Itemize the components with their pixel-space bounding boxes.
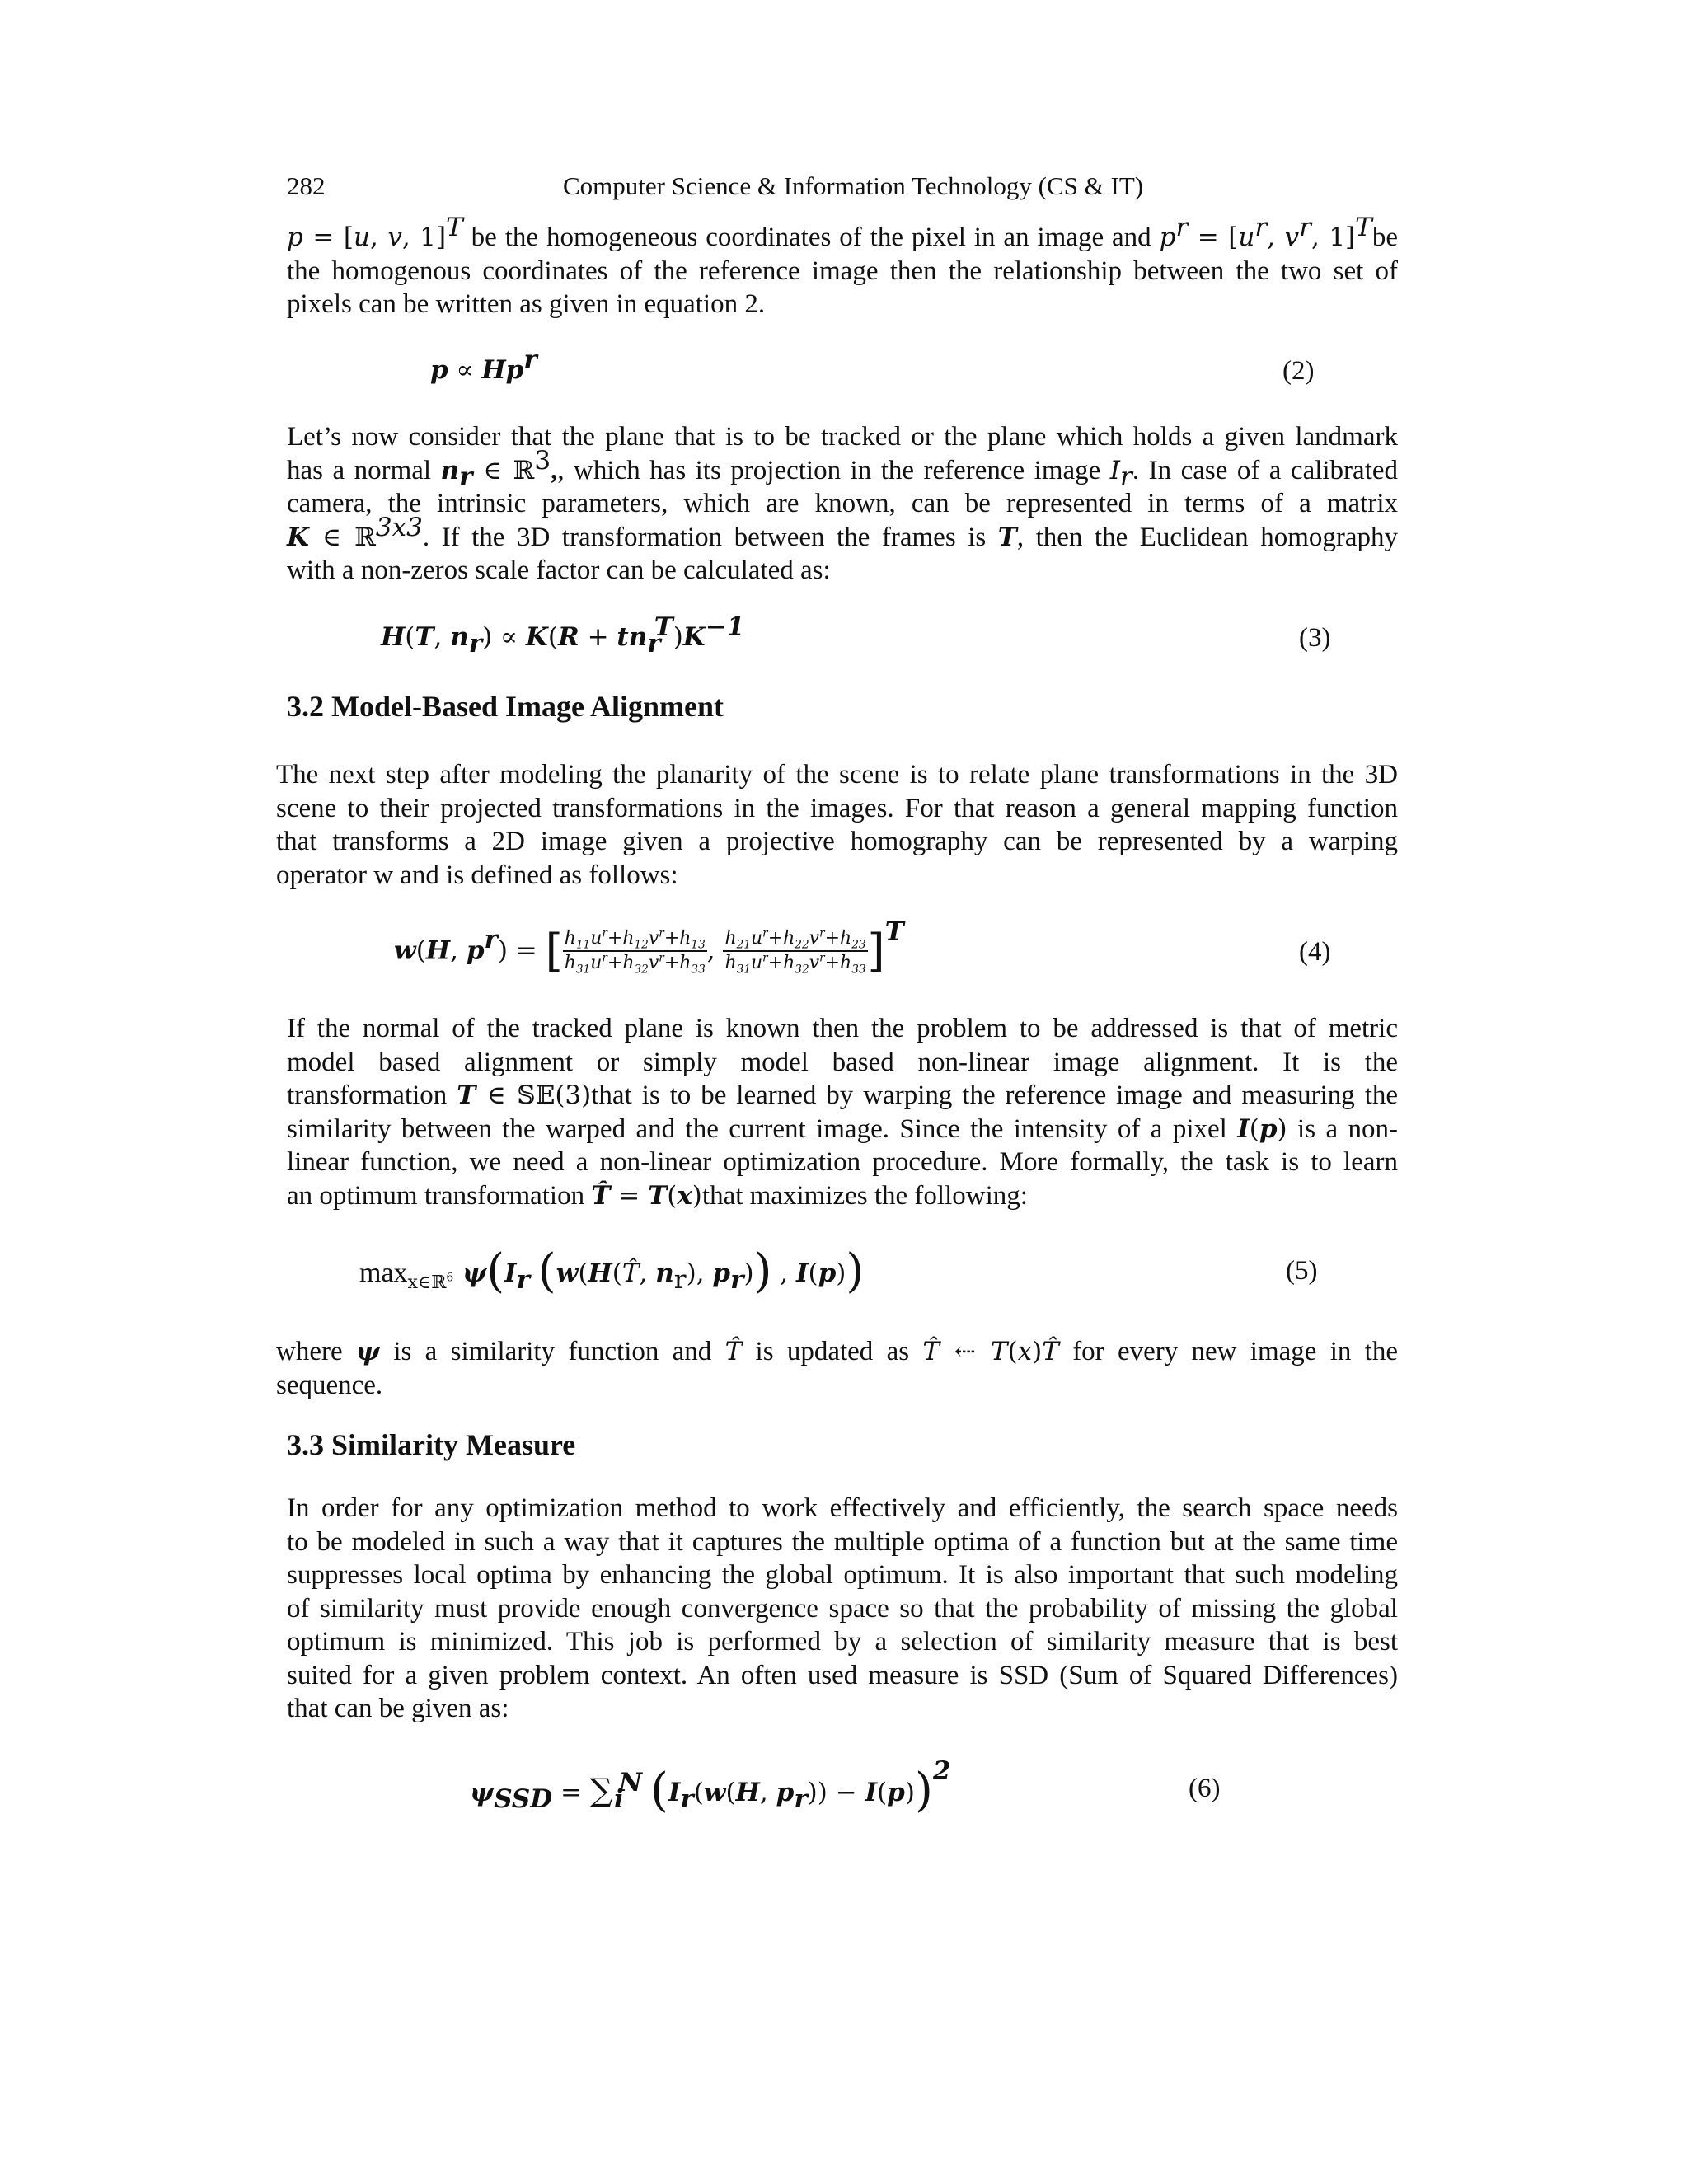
section-heading-3-2: 3.2 Model-Based Image Alignment [287,690,724,723]
paragraph-6-line-2: to be modeled in such a way that it captures the multiple optima of a function but at the same time [287,1526,1398,1557]
paragraph-3-line-2: scene to their projected transformations in the images. For that reason a general mapping function [276,793,1398,823]
paragraph-6-line-6: suited for a given problem context. An often used measure is SSD (Sum of Squared Differences) [287,1660,1398,1690]
paragraph-1-line-1: p = [u, v, 1]$^T$ be the homogeneous coordinates of the pixel in an image and $p^r = [u^r$, $v^r$, 1]$^T$be [287,213,1398,252]
equation-4: w(H, $p^r$) = [ $\frac{h_{11}u^r+h_{12}v^r+h_{13}}{h_{31}u^r+h_{32}v^r+h_{33}}$ , $\frac{h_{21}u^r+h_{22}v^r+h_{23}}{h_{31}u^r+h_{32}v^r+h_{33}}$ ]$^T$ [394,916,904,977]
fraction-u: $\frac{h_{11}u^r+h_{12}v^r+h_{13}}{h_{31}u^r+h_{32}v^r+h_{33}}$ [564,926,706,976]
paragraph-4 [287,1012,1398,1212]
paragraph-4-line-5: linear function, we need a non-linear optimization procedure. More formally, the task is to learn [287,1147,1398,1177]
paragraph-6 [287,1492,1398,1726]
paragraph-3-line-3: that transforms a 2D image given a projective homography can be represented by a warping [276,827,1398,856]
paragraph-3 [276,758,1398,892]
paragraph-3-line-1: The next step after modeling the planarity of the scene is to relate plane transformations in the 3D [276,760,1398,790]
equation-3: H(T, $n_r) \propto K(R + tn_r^T)K^{-1}$ [381,612,745,658]
equation-5-number: (5) [1286,1256,1318,1286]
equation-6: $\psi_{SSD} = \sum_i^N$ ($I_r(w(H$, $p_r)) - I(p))^2$ [470,1756,951,1817]
paragraph-4-line-3: transformation T ∈ 𝕊𝔼(3)that is to be learned by warping the reference image and measuring the [287,1080,1399,1110]
equation-3-number: (3) [1299,623,1331,653]
paragraph-2 [287,420,1398,588]
paragraph-6-line-3: suppresses local optima by enhancing the global optimum. It is also important that such modeling [287,1560,1398,1590]
paragraph-2-line-3: camera, the intrinsic parameters, which are known, can be represented in terms of a matrix [287,489,1398,518]
fraction-v: $\frac{h_{21}u^r+h_{22}v^r+h_{23}}{h_{31}u^r+h_{32}v^r+h_{33}}$ [724,926,866,976]
paragraph-2-line-1: Let’s now consider that the plane that is to be tracked or the plane which holds a given landmark [287,422,1398,452]
paragraph-6-line-5: optimum is minimized. This job is performed by a selection of similarity measure that is best [287,1627,1398,1657]
section-heading-3-3: 3.3 Similarity Measure [287,1428,576,1461]
paragraph-3-line-4: operator w and is defined as follows: [276,860,678,890]
paragraph-1-line-2: the homogenous coordinates of the reference image then the relationship between the two set of [287,255,1398,286]
paragraph-4-line-4: similarity between the warped and the current image. Since the intensity of a pixel I(p) is a non- [287,1113,1398,1144]
paragraph-6-line-1: In order for any optimization method to work effectively and efficiently, the search space needs [287,1493,1398,1523]
paragraph-6-line-7: that can be given as: [287,1694,509,1723]
paragraph-5-line-1: where ψ is a similarity function and T̂ is updated as T̂ ⇠ T(x)T̂ for every new image in the [276,1337,1398,1366]
paragraph-2-line-4: K ∈ ℝ$^{3x3}$. If the 3D transformation between the frames is T, then the Euclidean homography [287,512,1399,552]
paragraph-4-line-6: an optimum transformation T̂ = T(x)that maximizes the following: [287,1180,1028,1211]
running-title: Computer Science & Information Technology (CS & IT) [563,171,1144,200]
equation-2-number: (2) [1282,356,1315,386]
equation-6-number: (6) [1189,1774,1221,1803]
paragraph-4-line-2: model based alignment or simply model based non-linear image alignment. It is the [287,1047,1398,1077]
paragraph-2-line-5: with a non-zeros scale factor can be calculated as: [287,555,831,585]
page-number: 282 [287,171,326,200]
equation-2: $p \propto Hp^r$ [430,344,537,385]
equation-4-number: (4) [1299,937,1331,967]
paragraph-6-line-4: of similarity must provide enough convergence space so that the probability of missing the global [287,1593,1398,1624]
paragraph-5 [276,1335,1398,1402]
paragraph-1-line-3: pixels can be written as given in equation 2. [287,289,766,319]
paragraph-5-line-2: sequence. [276,1370,383,1400]
paragraph-2-line-2: has a normal $n_r$ ∈ ℝ$^3$,, which has its projection in the reference image $I_r$. In case of a calibrated [287,445,1399,492]
paragraph-4-line-1: If the normal of the tracked plane is known then the problem to be addressed is that of metric [287,1014,1398,1043]
equation-5: $\max_{x\in ℝ^6} \psi(I_r$ (w(H(T̂, $n_r$), $p_r$)) , I(p)) [359,1244,865,1298]
paragraph-1 [287,213,1398,321]
